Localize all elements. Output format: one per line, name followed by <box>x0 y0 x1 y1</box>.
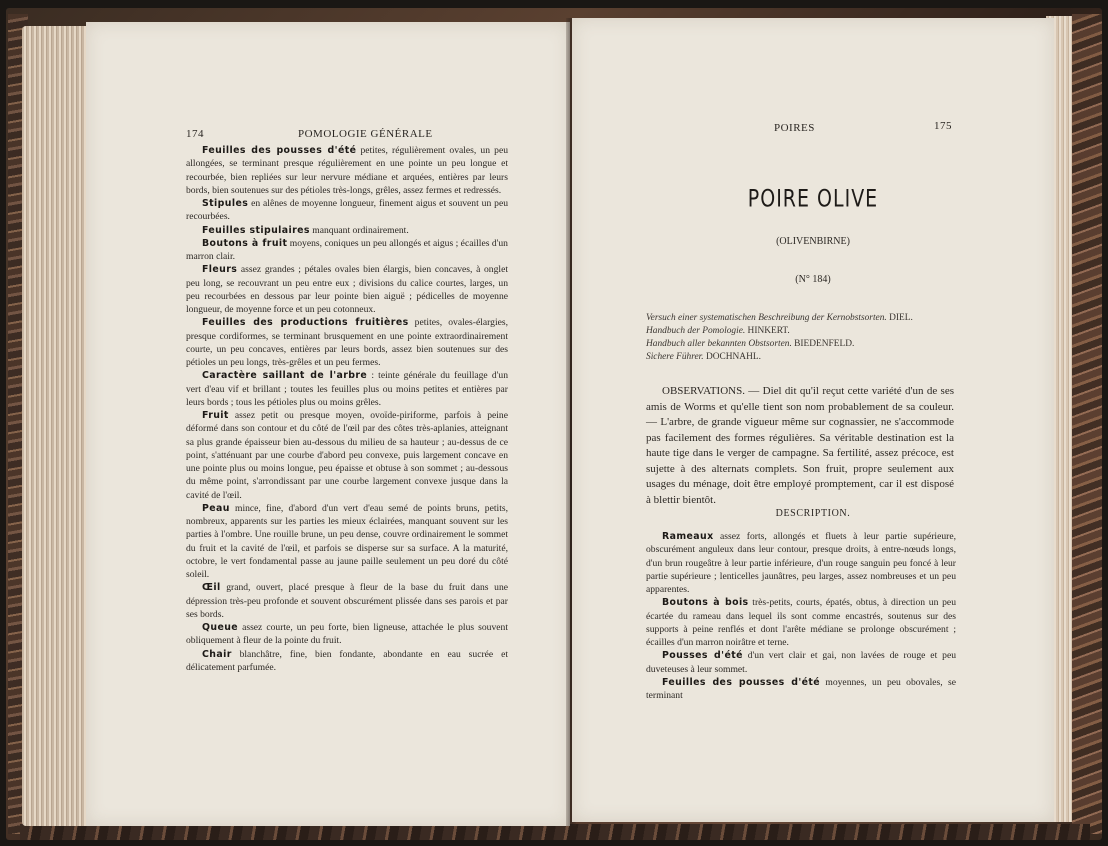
paragraph-body: assez petit ou presque moyen, ovoïde-piriforme, parfois à peine déformé dans son contour et du côté de l'œil par des côtes très-aplanies, atteignant sa plus grande épaisseur bien au-dessous du milieu de sa hauteur ; au-dessus de ce point, s'atténuant par une courbe d'abord peu convexe, puis largement concave en une pointe plus ou moins longue, peu épaisse et obtuse à son sommet ; au-dessous du même point, s'arrondissant par une courbe largement convexe jusque dans la cavité de l'œil. <box>186 410 508 501</box>
paragraph-term: Feuilles des pousses d'été <box>202 145 357 156</box>
paragraph <box>186 263 508 316</box>
paragraph-body: moyens, coniques un peu allongés et aigus ; écailles d'un marron clair. <box>186 237 508 262</box>
paragraph-term: Feuilles stipulaires <box>202 224 310 236</box>
reference-item: Handbuch der Pomologie. HINKERT. <box>646 326 790 336</box>
paragraph-term: Peau <box>202 502 230 514</box>
paragraph-body: en alênes de moyenne longueur, finement aigus et souvent un peu recourbées. <box>186 198 508 223</box>
description-text <box>646 530 956 702</box>
paragraph <box>186 409 508 502</box>
left-page-text <box>186 144 508 674</box>
paragraph <box>186 369 508 409</box>
paragraph-body: assez courte, un peu forte, bien ligneuse, attachée le plus souvent obliquement à fleur de la pointe du fruit. <box>186 622 508 647</box>
paragraph-body: très-petits, courts, épatés, obtus, à direction un peu écartée du rameau dans lequel ils sont comme encastrés, soutenus sur des supports à peine renflés et dont l'arête médiane se prolonge obscurément ; écailles d'un marron noirâtre et terne. <box>646 597 956 648</box>
paragraph-body: : teinte générale du feuillage d'un vert d'eau vif et brillant ; toutes les feuilles plus ou moins petites et entières par leurs bords ; tous les pétioles plus ou moins grêles. <box>186 370 508 408</box>
paragraph-term: Queue <box>202 622 239 633</box>
paragraph <box>186 621 508 648</box>
paragraph-term: Boutons à bois <box>662 597 749 609</box>
page-title: POIRE OLIVE <box>747 185 879 213</box>
observations-text: — Diel dit qu'il reçut cette variété d'un de ses amis de Worms et qu'elle tient son nom probablement de sa couleur. — L'arbre, de grande vigueur même sur cognassier, ne s'accommode pas facilement des formes régulières. Sa véritable destination est la haute tige dans le verger de campagne. Sa fertilité, assez précoce, est sujette à des alternats complets. Son fruit, propre seulement aux usages du ménage, doit être employé promptement, car il est disposé à blettir bientôt. <box>646 385 954 506</box>
right-page-number: 175 <box>934 120 952 132</box>
variety-number: (N° 184) <box>795 274 831 285</box>
paragraph-body: mince, fine, d'abord d'un vert d'eau semé de points bruns, petits, nombreux, apparents sur les parties les mieux éclairées, manquant souvent sur les parties à l'ombre. Une rouille brune, un peu dense, couvre ordinairement le sommet du fruit et la cavité de l'œil, et parfois se disperse sur sa surface. A la maturité, octobre, le vert fondamental passe au jaune paille seulement un peu doré du côté soleil. <box>186 502 508 580</box>
paragraph-body: blanchâtre, fine, bien fondante, abondante en eau sucrée et délicatement parfumée. <box>186 648 508 673</box>
paragraph <box>186 502 508 582</box>
paragraph-term: Chair <box>202 648 232 660</box>
paragraph-term: Stipules <box>202 198 249 209</box>
paragraph-term: Feuilles des pousses d'été <box>662 676 821 688</box>
page-subtitle: (OLIVENBIRNE) <box>776 236 850 247</box>
paragraph <box>646 676 956 703</box>
paragraph-body: petites, ovales-élargies, presque cordiformes, se terminant brusquement en une pointe extraordinairement courte, un peu concaves, entières par leurs bords, assez bien soutenues sur des pétioles un peu longs, très-grêles et un peu fermes. <box>186 317 509 368</box>
left-page-number: 174 <box>186 128 204 140</box>
left-running-head: POMOLOGIE GÉNÉRALE <box>298 128 433 140</box>
right-running-head: POIRES <box>774 122 815 134</box>
page-edges-left <box>22 26 88 826</box>
paragraph <box>646 596 956 649</box>
paragraph-term: Fleurs <box>202 264 238 276</box>
paragraph <box>186 224 508 237</box>
paragraph <box>186 648 508 675</box>
paragraph-term: Boutons à fruit <box>202 237 288 249</box>
observations-label: OBSERVATIONS. <box>662 385 745 397</box>
paragraph <box>646 530 956 596</box>
paragraph-body: petites, régulièrement ovales, un peu allongées, se terminant presque régulièrement en une pointe un peu longue et recourbée, bien repliées sur leur nervure médiane et arquées, entières par leurs bords, bien soutenues sur des pétioles très-longs, grêles, assez fermes et redressés. <box>186 145 508 196</box>
paragraph-body: grand, ouvert, placé presque à fleur de la base du fruit dans une dépression très-peu profonde et souvent obscurément plissée dans ses parois et par ses bords. <box>186 582 508 620</box>
left-page <box>86 22 570 826</box>
paragraph <box>186 316 508 369</box>
reference-item: Handbuch aller bekannten Obstsorten. BIEDENFELD. <box>646 339 855 349</box>
right-page <box>572 18 1054 822</box>
paragraph-body: moyennes, un peu obovales, se terminant <box>646 676 956 701</box>
bibliography <box>646 312 1006 364</box>
reference-item: Sichere Führer. DOCHNAHL. <box>646 352 761 362</box>
paragraph <box>186 237 508 264</box>
description-heading: DESCRIPTION. <box>775 508 851 519</box>
marbled-edge-right <box>1072 14 1102 834</box>
observations <box>646 384 954 508</box>
paragraph <box>186 144 508 197</box>
paragraph-body: assez forts, allongés et fluets à leur partie supérieure, obscurément anguleux dans leur contour, presque droits, à entre-nœuds longs, d'un brun rougeâtre à leur partie inférieure, d'un rouge sanguin peu foncé à leur partie supérieure ; lenticelles jaunâtres, peu larges, assez nombreuses et un peu apparentes. <box>646 531 956 595</box>
paragraph <box>186 581 508 621</box>
paragraph <box>186 197 508 224</box>
paragraph-term: Feuilles des productions fruitières <box>202 317 409 329</box>
marbled-edge-bottom <box>20 824 1090 840</box>
paragraph-term: Pousses d'été <box>662 650 743 662</box>
paragraph <box>646 649 956 676</box>
paragraph-body: d'un vert clair et gai, non lavées de rouge et peu duveteuses à leur sommet. <box>646 650 956 675</box>
paragraph-term: Œil <box>202 582 221 594</box>
paragraph-term: Fruit <box>202 410 229 421</box>
paragraph-term: Caractère saillant de l'arbre <box>202 370 368 382</box>
paragraph-body: assez grandes ; pétales ovales bien élargis, bien concaves, à onglet peu long, se recouvrant un peu entre eux ; divisions du calice courtes, larges, un peu recourbées en dessous par leur pointe bien aiguë ; pédicelles de moyenne longueur, de moyenne force et un peu cotonneux. <box>186 264 508 315</box>
paragraph-body: manquant ordinairement. <box>309 224 409 236</box>
paragraph-term: Rameaux <box>662 531 714 542</box>
reference-item: Versuch einer systematischen Beschreibung der Kernobstsorten. DIEL. <box>646 313 913 323</box>
